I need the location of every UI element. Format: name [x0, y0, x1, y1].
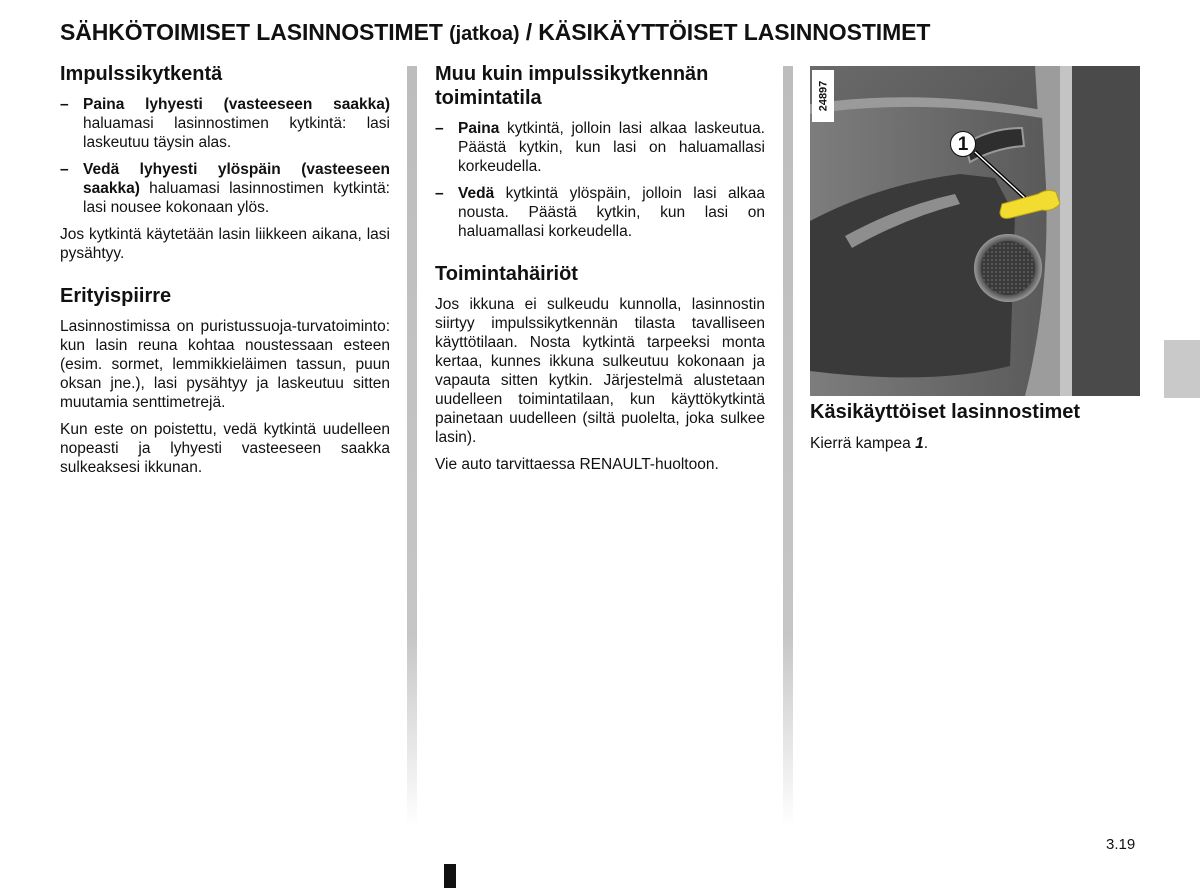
- door-panel-photo: [810, 66, 1140, 396]
- callout-number: 1: [950, 131, 976, 157]
- instruction-bold: Paina lyhyesti (vasteeseen saakka): [83, 96, 390, 113]
- instruction-bold: Vedä lyhyesti ylöspäin (vasteeseen saakka): [83, 161, 390, 197]
- column-separator-right: [783, 66, 793, 826]
- instruction-bold: Paina: [458, 120, 500, 137]
- list-item: [435, 184, 765, 241]
- paragraph: Jos kytkintä käytetään lasin liikkeen aikana, lasi pysähtyy.: [60, 226, 390, 262]
- paragraph: Lasinnostimissa on puristussuoja-turvatoiminto: kun lasin reuna kohtaa noustessaan esteen (esim. sormet, lemmikkieläimen tassun, puun oksan jne.), lasi pysähtyy ja laskeutuu sitten muutamia senttimetrejä.: [60, 318, 390, 411]
- paragraph: Vie auto tarvittaessa RENAULT-huoltoon.: [435, 456, 719, 473]
- dash-marker: –: [435, 185, 444, 202]
- image-reference-code: [812, 70, 834, 122]
- instruction-text: Kierrä kampea: [810, 435, 916, 452]
- instruction-text: kytkintä ylöspäin, jolloin lasi alkaa nousta. Päästä kytkin, kun lasi on haluamallasi korkeudella.: [458, 185, 765, 240]
- dash-marker: –: [60, 161, 69, 178]
- list-item: [435, 119, 765, 176]
- dash-marker: –: [435, 120, 444, 137]
- section-heading-malfunctions: Toimintahäiriöt: [435, 263, 578, 285]
- image-code-text: 24897: [817, 80, 829, 112]
- door-frame-edge: [1060, 66, 1072, 396]
- column-left: [60, 62, 390, 485]
- page-number: 3.19: [1106, 836, 1136, 853]
- page-title: [60, 19, 930, 46]
- speaker-mesh: [981, 241, 1035, 295]
- instruction-text: haluamasi lasinnostimen kytkintä: lasi laskeutuu täysin alas.: [83, 115, 390, 151]
- section-heading-non-impulse: Muu kuin impulssikytkennän toimintatila: [435, 63, 709, 109]
- callout-reference: 1: [915, 435, 924, 452]
- section-heading-special: Erityispiirre: [60, 285, 172, 307]
- column-middle: [435, 62, 765, 482]
- section-thumb-tab: [1164, 340, 1200, 398]
- section-heading-impulse: Impulssikytkentä: [60, 63, 223, 85]
- title-main: SÄHKÖTOIMISET LASINNOSTIMET: [60, 19, 443, 45]
- section-heading-manual-windows: Käsikäyttöiset lasinnostimet: [810, 401, 1081, 423]
- period: .: [923, 435, 929, 452]
- list-item: [60, 160, 390, 217]
- paragraph: [810, 434, 1140, 453]
- column-separator-left: [407, 66, 417, 826]
- dash-marker: –: [60, 96, 69, 113]
- seat-shape: [1072, 66, 1140, 396]
- column-right: [810, 400, 1140, 461]
- paragraph: Jos ikkuna ei sulkeudu kunnolla, lasinnostin siirtyy impulssikytkennän tilasta tavalliseen käyttötilaan. Nosta kytkintä tarpeeksi monta kertaa, kunnes ikkuna sulkeutuu kokonaan ja vapauta sitten kytkin. Järjestelmä alustetaan uudelleen toimintatilaan, kun käyttökytkintä painetaan uudelleen (siltä puolelta, joka sulkee lasin).: [435, 296, 765, 446]
- crop-mark: [444, 864, 456, 888]
- paragraph: Kun este on poistettu, vedä kytkintä uudelleen nopeasti ja lyhyesti vasteeseen saakka sulkeaksesi ikkunan.: [60, 421, 390, 476]
- list-item: [60, 95, 390, 152]
- title-secondary: / KÄSIKÄYTTÖISET LASINNOSTIMET: [525, 19, 931, 45]
- title-continued: (jatkoa): [449, 23, 520, 45]
- instruction-bold: Vedä: [458, 185, 495, 202]
- instruction-text: kytkintä, jolloin lasi alkaa laskeutua. Päästä kytkin, kun lasi on haluamallasi korkeudella.: [458, 120, 765, 175]
- instruction-text: haluamasi lasinnostimen kytkintä: lasi nousee kokonaan ylös.: [83, 180, 390, 216]
